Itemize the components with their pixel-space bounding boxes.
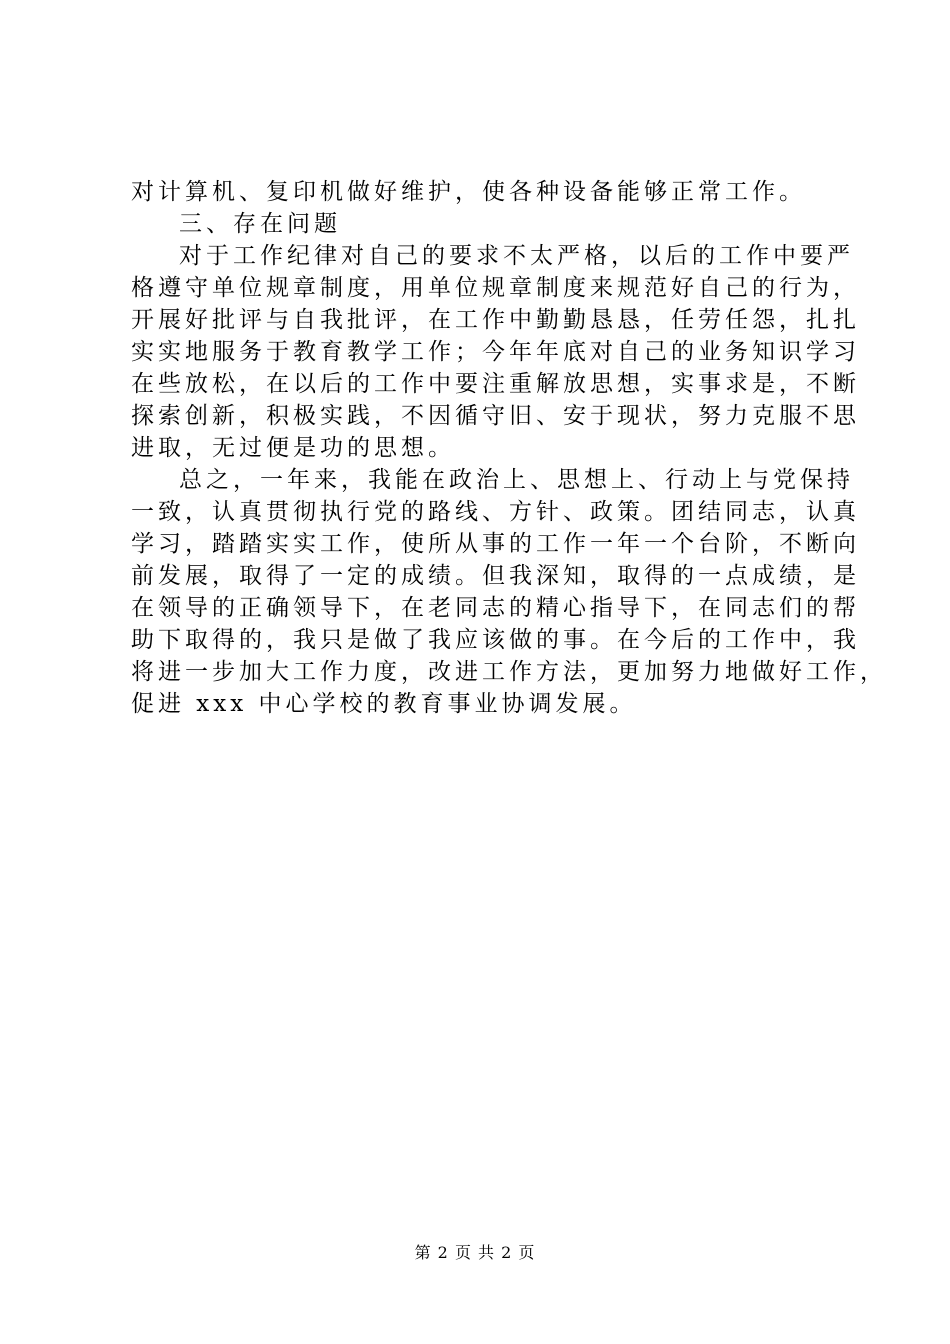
text-line: 探索创新，积极实践，不因循守旧、安于现状，努力克服不思	[131, 403, 860, 429]
text-line: 总之，一年来，我能在政治上、思想上、行动上与党保持	[179, 467, 854, 493]
page-footer: 第 2 页 共 2 页	[414, 1243, 536, 1262]
text-line: 实实地服务于教育教学工作；今年年底对自己的业务知识学习	[131, 339, 860, 365]
text-line: 助下取得的，我只是做了我应该做的事。在今后的工作中，我	[131, 627, 860, 653]
text-line: 对计算机、复印机做好维护，使各种设备能够正常工作。	[131, 179, 806, 205]
text-line: 一致，认真贯彻执行党的路线、方针、政策。团结同志，认真	[131, 499, 860, 525]
text-line: 学习，踏踏实实工作，使所从事的工作一年一个台阶，不断向	[131, 531, 860, 557]
text-line: 将进一步加大工作力度，改进工作方法，更加努力地做好工作，	[131, 659, 887, 685]
text-line: 在些放松，在以后的工作中要注重解放思想，实事求是，不断	[131, 371, 860, 397]
section-heading: 三、存在问题	[179, 211, 341, 237]
text-line: 促进 xxx 中心学校的教育事业协调发展。	[131, 691, 637, 717]
text-line: 进取，无过便是功的思想。	[131, 435, 455, 461]
text-line: 开展好批评与自我批评，在工作中勤勤恳恳，任劳任怨，扎扎	[131, 307, 860, 333]
text-line: 在领导的正确领导下，在老同志的精心指导下，在同志们的帮	[131, 595, 860, 621]
text-line: 格遵守单位规章制度，用单位规章制度来规范好自己的行为，	[131, 275, 860, 301]
text-line: 对于工作纪律对自己的要求不太严格，以后的工作中要严	[179, 243, 854, 269]
text-line: 前发展，取得了一定的成绩。但我深知，取得的一点成绩，是	[131, 563, 860, 589]
